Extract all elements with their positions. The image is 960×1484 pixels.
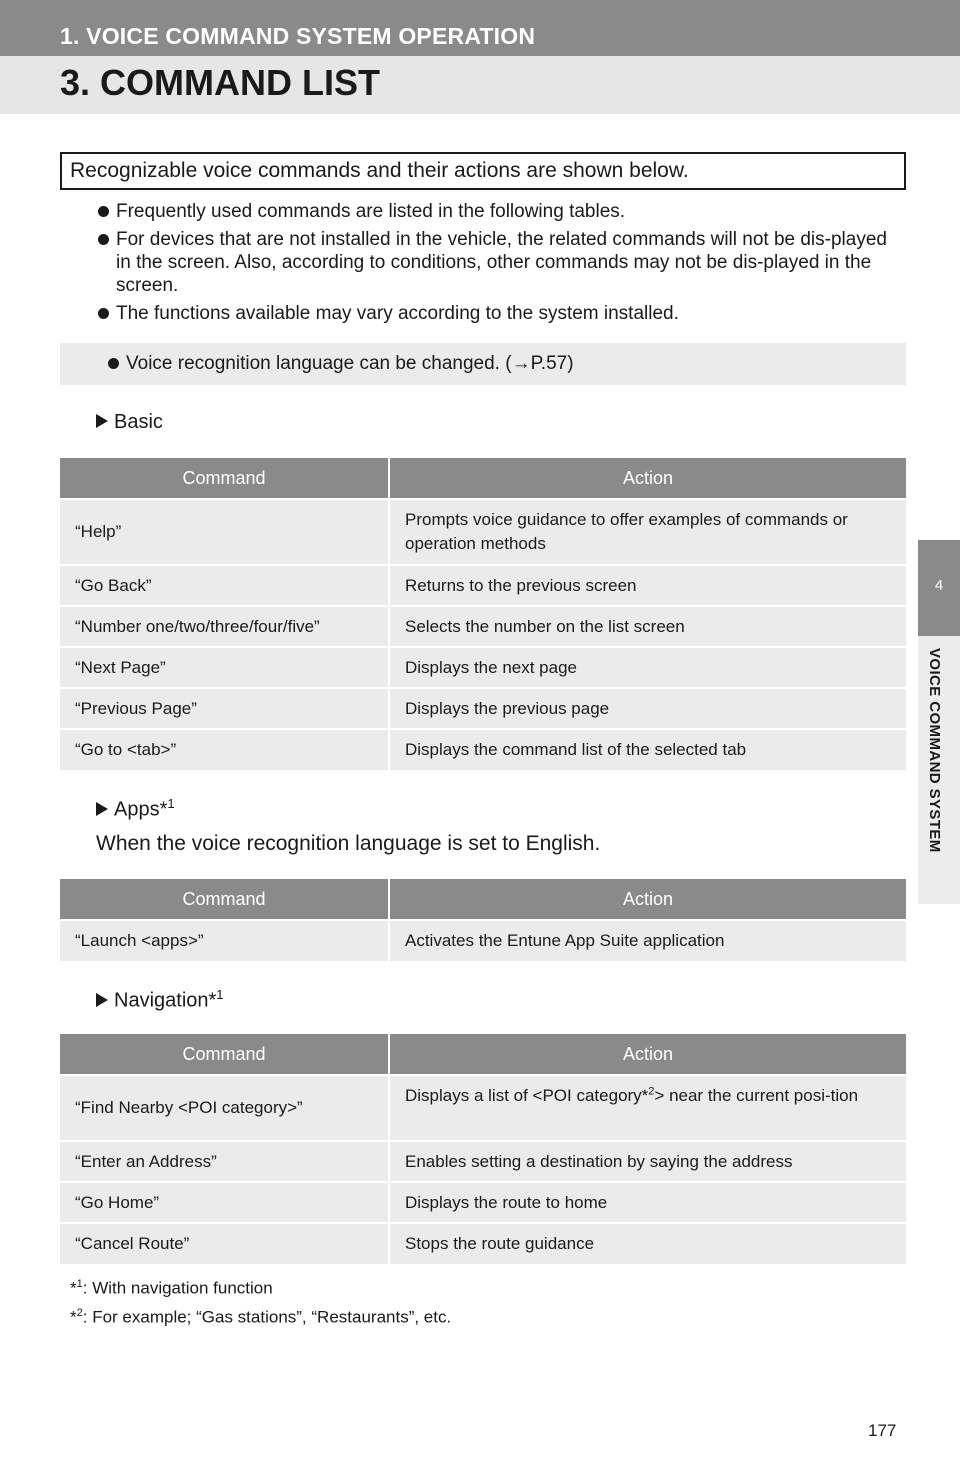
bullet-item [70, 200, 900, 223]
action-cell: Selects the number on the list screen [389, 606, 906, 647]
chapter-number-box [918, 540, 960, 636]
command-cell: “Go Back” [60, 565, 389, 606]
bullet-list [70, 200, 900, 330]
footnote-2: *$^2$: For example; “Gas stations”, “Restaurants”, etc. [70, 1306, 452, 1327]
command-cell: “Next Page” [60, 647, 389, 688]
action-cell: Displays the route to home [389, 1182, 906, 1223]
navigation-command-table [60, 1034, 906, 1264]
page-header [0, 0, 960, 114]
table-header-row [60, 1034, 906, 1075]
action-cell: Stops the route guidance [389, 1223, 906, 1264]
command-cell: “Go Home” [60, 1182, 389, 1223]
table-header-row [60, 879, 906, 920]
table-row [60, 1075, 906, 1141]
table-header-row [60, 458, 906, 499]
bullet-item [70, 302, 900, 325]
basic-command-table [60, 458, 906, 770]
command-cell: “Find Nearby <POI category>” [60, 1075, 389, 1141]
apps-heading: Apps*$^1$ [96, 796, 175, 822]
basic-heading: Basic [96, 411, 163, 434]
table-row [60, 1141, 906, 1182]
table-row [60, 565, 906, 606]
column-header-command: Command [60, 1034, 389, 1075]
note-item [60, 352, 906, 375]
command-cell: “Go to <tab>” [60, 729, 389, 770]
triangle-right-icon [96, 802, 108, 816]
navigation-heading: Navigation*$^1$ [96, 987, 224, 1013]
action-cell: Displays the previous page [389, 688, 906, 729]
table-row [60, 920, 906, 961]
action-cell: Displays the next page [389, 647, 906, 688]
bullet-dot-icon [98, 308, 109, 319]
action-cell: Returns to the previous screen [389, 565, 906, 606]
table-row [60, 606, 906, 647]
table-row [60, 688, 906, 729]
bullet-dot-icon [98, 234, 109, 245]
chapter-side-label: VOICE COMMAND SYSTEM [926, 648, 943, 853]
triangle-right-icon [96, 414, 108, 428]
bullet-dot-icon [98, 206, 109, 217]
footnote-1: *$^1$: With navigation function [70, 1278, 273, 1298]
footnotes [70, 1272, 451, 1329]
note-box [60, 343, 906, 385]
bullet-dot-icon [108, 358, 119, 369]
command-cell: “Help” [60, 499, 389, 565]
table-row [60, 647, 906, 688]
intro-box: Recognizable voice commands and their actions are shown below. [60, 152, 906, 190]
command-cell: “Enter an Address” [60, 1141, 389, 1182]
column-header-action: Action [389, 458, 906, 499]
action-cell: Displays a list of <POI category*$^2$> near the current posi-tion [389, 1075, 906, 1141]
page-number: 177 [868, 1421, 897, 1440]
column-header-command: Command [60, 879, 389, 920]
chapter-number: 4 [934, 577, 944, 594]
column-header-action: Action [389, 1034, 906, 1075]
command-cell: “Launch <apps>” [60, 920, 389, 961]
section-title: 3. COMMAND LIST [60, 62, 380, 103]
apps-command-table [60, 879, 906, 961]
bullet-item [70, 228, 900, 297]
command-cell: “Previous Page” [60, 688, 389, 729]
action-cell: Activates the Entune App Suite application [389, 920, 906, 961]
command-cell: “Number one/two/three/four/five” [60, 606, 389, 647]
action-cell: Prompts voice guidance to offer examples of commands or operation methods [389, 499, 906, 565]
table-row [60, 729, 906, 770]
table-row [60, 1223, 906, 1264]
column-header-command: Command [60, 458, 389, 499]
bullet-text: Frequently used commands are listed in the following tables. [116, 201, 626, 222]
chapter-title: 1. VOICE COMMAND SYSTEM OPERATION [60, 23, 536, 49]
chapter-side-tab [918, 540, 960, 904]
apps-language-note: When the voice recognition language is set to English. [96, 832, 601, 855]
note-text: Voice recognition language can be changed. (→P.57) [126, 353, 574, 374]
triangle-right-icon [96, 993, 108, 1007]
action-cell: Enables setting a destination by saying the address [389, 1141, 906, 1182]
bullet-text: For devices that are not installed in the vehicle, the related commands will not be dis-played in the screen. Also, according to conditions, other commands may not be dis-played in the screen. [116, 229, 887, 296]
bullet-text: The functions available may vary according to the system installed. [116, 303, 679, 324]
action-cell: Displays the command list of the selected tab [389, 729, 906, 770]
column-header-action: Action [389, 879, 906, 920]
table-row [60, 1182, 906, 1223]
command-cell: “Cancel Route” [60, 1223, 389, 1264]
table-row [60, 499, 906, 565]
